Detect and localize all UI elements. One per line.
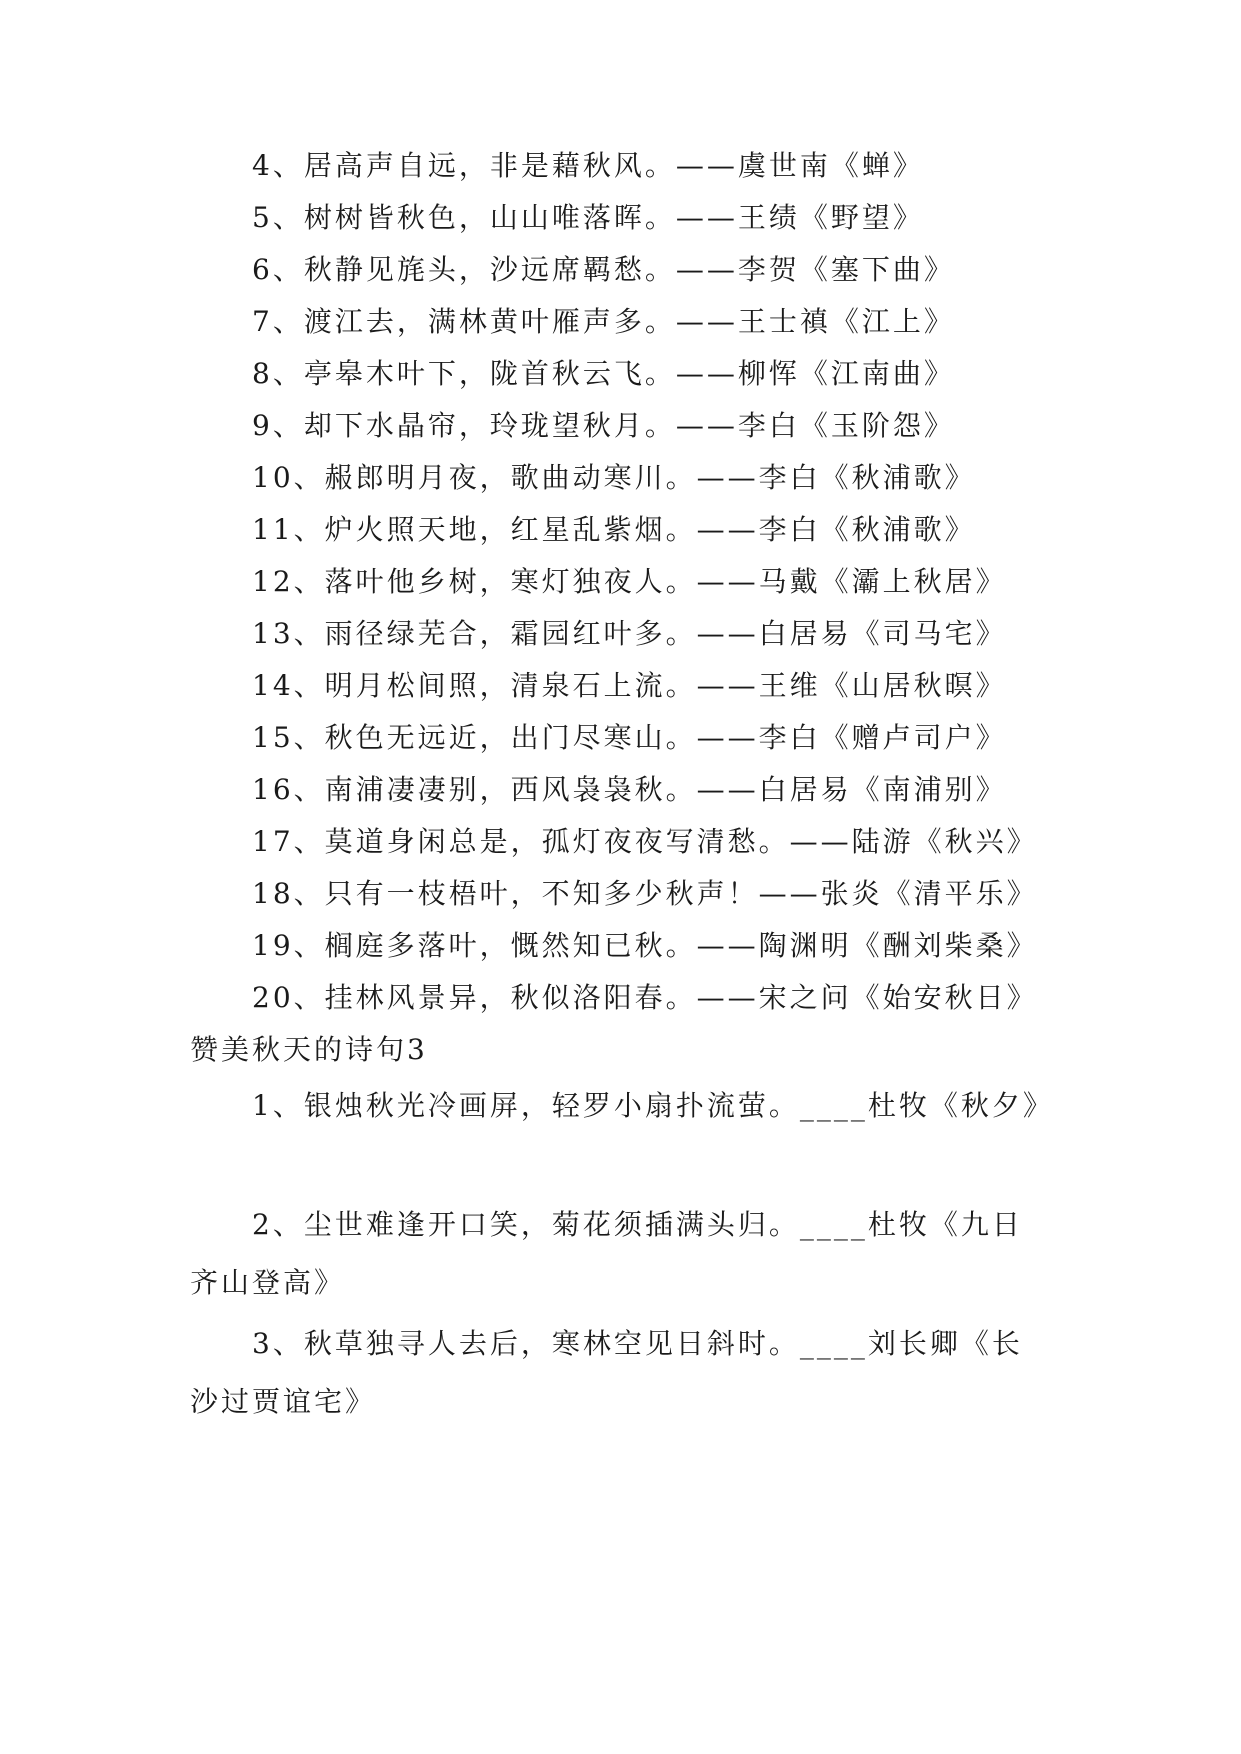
poem-line-20: 20、挂林风景异，秋似洛阳春。——宋之问《始安秋日》 [252, 981, 1038, 1014]
section-item-1: 1、银烛秋光冷画屏，轻罗小扇扑流萤。____杜牧《秋夕》 [252, 1089, 1054, 1122]
poem-line-8: 8、亭皋木叶下，陇首秋云飞。——柳恽《江南曲》 [252, 357, 955, 390]
poem-line-6: 6、秋静见旄头，沙远席羁愁。——李贺《塞下曲》 [252, 253, 955, 286]
poem-line-9: 9、却下水晶帘，玲珑望秋月。——李白《玉阶怨》 [252, 409, 955, 442]
section-item-2: 2、尘世难逢开口笑，菊花须插满头归。____杜牧《九日齐山登高》 [190, 1208, 1023, 1299]
poem-line-10: 10、赧郎明月夜，歌曲动寒川。——李白《秋浦歌》 [252, 461, 976, 494]
poem-line-14: 14、明月松间照，清泉石上流。——王维《山居秋暝》 [252, 669, 1007, 702]
poem-line-18: 18、只有一枝梧叶，不知多少秋声！——张炎《清平乐》 [252, 877, 1038, 910]
section-item-3: 3、秋草独寻人去后，寒林空见日斜时。____刘长卿《长沙过贾谊宅》 [190, 1327, 1023, 1418]
poem-line-15: 15、秋色无远近，出门尽寒山。——李白《赠卢司户》 [252, 721, 1007, 754]
poem-line-7: 7、渡江去，满林黄叶雁声多。——王士禛《江上》 [252, 305, 955, 338]
poem-line-12: 12、落叶他乡树，寒灯独夜人。——马戴《灞上秋居》 [252, 565, 1007, 598]
poem-line-4: 4、居高声自远，非是藉秋风。——虞世南《蝉》 [252, 149, 924, 182]
poem-line-16: 16、南浦凄凄别，西风袅袅秋。——白居易《南浦别》 [252, 773, 1007, 806]
poem-line-17: 17、莫道身闲总是，孤灯夜夜写清愁。——陆游《秋兴》 [252, 825, 1038, 858]
poem-line-13: 13、雨径绿芜合，霜园红叶多。——白居易《司马宅》 [252, 617, 1007, 650]
section-heading: 赞美秋天的诗句3 [190, 1033, 428, 1066]
poem-line-19: 19、榈庭多落叶，慨然知已秋。——陶渊明《酬刘柴桑》 [252, 929, 1038, 962]
poem-line-11: 11、炉火照天地，红星乱紫烟。——李白《秋浦歌》 [252, 513, 976, 546]
poem-line-5: 5、树树皆秋色，山山唯落晖。——王绩《野望》 [252, 201, 924, 234]
